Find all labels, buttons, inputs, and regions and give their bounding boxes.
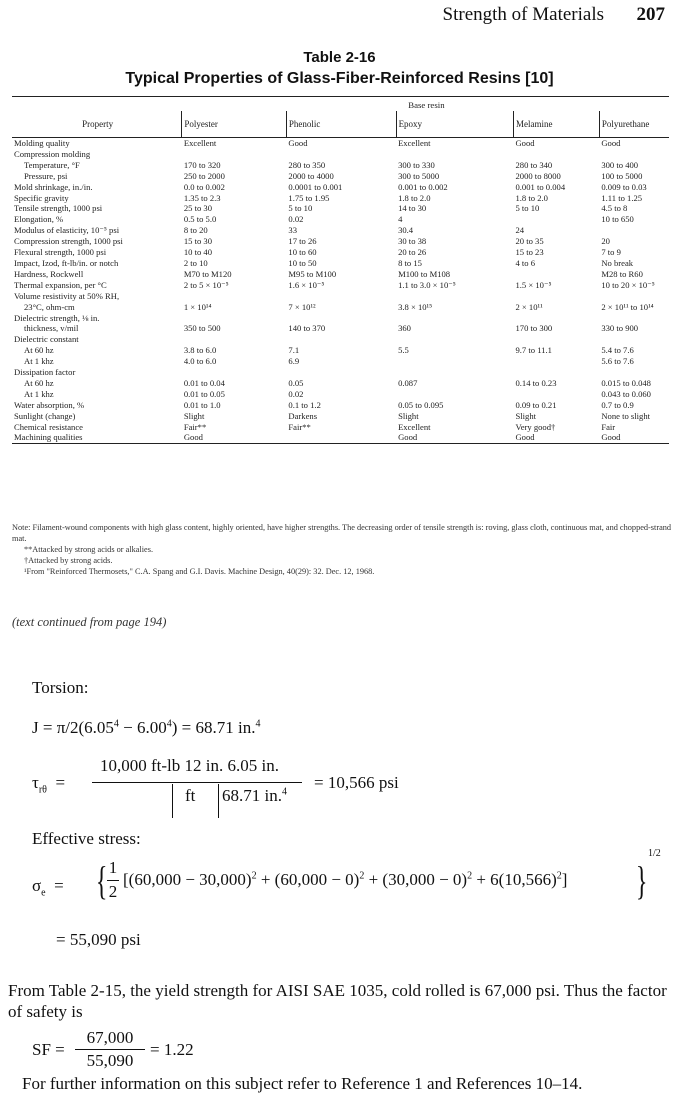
half-numerator: 1 bbox=[108, 858, 118, 877]
property-cell: At 1 khz bbox=[24, 388, 54, 399]
value-cell bbox=[286, 149, 396, 160]
value-cell bbox=[182, 291, 287, 302]
value-cell: 300 to 5000 bbox=[398, 170, 440, 181]
column-header: Epoxy bbox=[396, 111, 513, 138]
value-cell: 300 to 330 bbox=[398, 159, 435, 170]
column-header: Property bbox=[82, 118, 114, 129]
value-cell bbox=[182, 334, 287, 345]
value-cell bbox=[513, 313, 599, 324]
value-cell bbox=[513, 367, 599, 378]
value-cell: Good bbox=[396, 432, 513, 443]
value-cell: Very good† bbox=[515, 421, 556, 432]
sf-result: = 1.22 bbox=[150, 1040, 194, 1059]
fraction-bar bbox=[75, 1049, 145, 1050]
value-cell: Darkens bbox=[288, 410, 318, 421]
value-cell: 25 to 30 bbox=[183, 203, 212, 214]
value-cell: 1.5 × 10⁻⁵ bbox=[515, 279, 552, 290]
value-cell: 0.0001 to 0.001 bbox=[288, 181, 343, 192]
value-cell bbox=[599, 334, 669, 345]
value-cell: Slight bbox=[183, 410, 205, 421]
table-row bbox=[12, 280, 669, 291]
value-cell bbox=[599, 313, 669, 324]
power-half: 1/2 bbox=[648, 848, 661, 859]
value-cell: 280 to 340 bbox=[515, 159, 553, 170]
table-row bbox=[12, 334, 669, 345]
value-cell: 1 × 10¹⁴ bbox=[183, 301, 212, 312]
value-cell bbox=[513, 269, 599, 280]
value-cell bbox=[396, 313, 513, 324]
value-cell: M70 to M120 bbox=[183, 268, 232, 279]
property-cell: Machining qualities bbox=[12, 432, 182, 443]
value-cell: 2000 to 4000 bbox=[288, 170, 334, 181]
value-cell: 3.8 × 10¹⁵ bbox=[398, 301, 433, 312]
value-cell bbox=[599, 149, 669, 160]
half-denominator: 2 bbox=[108, 882, 118, 901]
value-cell bbox=[396, 356, 513, 367]
value-cell: 7 × 10¹² bbox=[288, 301, 316, 312]
value-cell: 0.14 to 0.23 bbox=[515, 377, 557, 388]
column-header-row bbox=[12, 111, 669, 138]
value-cell: 20 to 35 bbox=[515, 236, 544, 247]
property-cell: Hardness, Rockwell bbox=[14, 268, 84, 279]
value-cell: 1.6 × 10⁻⁵ bbox=[288, 279, 325, 290]
table-row bbox=[12, 432, 669, 443]
value-cell: 15 to 23 bbox=[515, 247, 544, 258]
right-brace: } bbox=[635, 858, 648, 903]
value-cell: 0.043 to 0.060 bbox=[601, 388, 651, 399]
value-cell: 30.4 bbox=[398, 225, 414, 236]
value-cell: 0.7 to 0.9 bbox=[601, 399, 634, 410]
value-cell: 5.5 bbox=[398, 345, 409, 356]
value-cell: M28 to R60 bbox=[601, 268, 643, 279]
value-cell bbox=[286, 432, 396, 443]
sf-numerator: 67,000 bbox=[86, 1028, 134, 1047]
value-cell: 4.5 to 8 bbox=[601, 203, 628, 214]
tau-denominator-value: 68.71 in.$^4$ bbox=[222, 786, 287, 805]
value-cell: 3.8 to 6.0 bbox=[183, 345, 217, 356]
value-cell bbox=[396, 334, 513, 345]
property-cell: Dielectric strength, ⅛ in. bbox=[14, 312, 100, 323]
continued-note: (text continued from page 194) bbox=[12, 615, 167, 629]
table-row bbox=[12, 356, 669, 367]
property-cell: Mold shrinkage, in./in. bbox=[14, 181, 93, 192]
table-number: Table 2-16 bbox=[303, 49, 376, 66]
property-cell: Chemical resistance bbox=[14, 421, 83, 432]
value-cell: Good bbox=[288, 138, 308, 148]
properties-table bbox=[12, 96, 669, 444]
value-cell bbox=[396, 149, 513, 160]
property-cell: Sunlight (change) bbox=[14, 410, 76, 421]
table-row bbox=[12, 203, 669, 214]
torsion-heading: Torsion: bbox=[32, 678, 89, 697]
value-cell: 0.1 to 1.2 bbox=[288, 399, 321, 410]
property-cell: Elongation, % bbox=[14, 214, 64, 225]
value-cell bbox=[286, 313, 396, 324]
left-brace: { bbox=[95, 858, 108, 903]
value-cell: M95 to M100 bbox=[288, 268, 337, 279]
value-cell: 0.009 to 0.03 bbox=[601, 181, 647, 192]
effective-stress-heading: Effective stress: bbox=[32, 829, 141, 848]
value-cell: 4.0 to 6.0 bbox=[183, 356, 217, 367]
value-cell: 5 to 10 bbox=[288, 203, 313, 214]
value-cell: 1.1 to 3.0 × 10⁻⁵ bbox=[398, 279, 456, 290]
value-cell bbox=[513, 356, 599, 367]
value-cell: 2000 to 8000 bbox=[515, 170, 561, 181]
value-cell: 280 to 350 bbox=[288, 159, 326, 170]
table-row bbox=[12, 323, 669, 334]
column-header: Phenolic bbox=[286, 111, 396, 138]
base-resin-header: Base resin bbox=[408, 100, 445, 111]
table-row bbox=[12, 367, 669, 378]
value-cell: Good bbox=[513, 432, 599, 443]
value-cell: Excellent bbox=[398, 421, 431, 432]
value-cell: 330 to 900 bbox=[601, 323, 639, 334]
value-cell: 360 bbox=[398, 323, 411, 334]
table-row bbox=[12, 302, 669, 313]
value-cell bbox=[513, 334, 599, 345]
value-cell: 1.8 to 2.0 bbox=[515, 192, 548, 203]
value-cell: 1.35 to 2.3 bbox=[183, 192, 221, 203]
value-cell bbox=[396, 367, 513, 378]
value-cell bbox=[513, 214, 599, 225]
value-cell: 2 to 10 bbox=[183, 257, 208, 268]
column-header: Melamine bbox=[513, 111, 599, 138]
value-cell bbox=[286, 367, 396, 378]
table-body bbox=[12, 138, 669, 444]
table-row bbox=[12, 258, 669, 269]
property-cell: Temperature, °F bbox=[24, 159, 80, 170]
table-title: Typical Properties of Glass-Fiber-Reinforced Resins [10] bbox=[125, 70, 554, 87]
fraction-bar bbox=[107, 880, 119, 881]
value-cell: 0.02 bbox=[288, 388, 304, 399]
unit-divider bbox=[218, 784, 219, 818]
page-number: 207 bbox=[636, 4, 665, 25]
table-row bbox=[12, 389, 669, 400]
effective-stress-result: = 55,090 psi bbox=[56, 930, 141, 949]
value-cell: 2 to 5 × 10⁻⁵ bbox=[183, 279, 229, 290]
property-cell: Specific gravity bbox=[14, 192, 69, 203]
property-cell: Molding quality bbox=[14, 138, 70, 148]
value-cell: 0.001 to 0.002 bbox=[398, 181, 448, 192]
value-cell: 10 to 50 bbox=[288, 257, 317, 268]
table-notes bbox=[12, 522, 672, 577]
footnote: ¹From "Reinforced Thermosets," C.A. Spang and G.I. Davis. Machine Design, 40(29): 32. Dec. 12, 1968. bbox=[24, 567, 375, 576]
value-cell: 1.8 to 2.0 bbox=[398, 192, 431, 203]
property-cell: Pressure, psi bbox=[24, 170, 68, 181]
value-cell: 140 to 370 bbox=[288, 323, 326, 334]
table-row bbox=[12, 160, 669, 171]
value-cell: 20 to 26 bbox=[398, 247, 427, 258]
value-cell: 4 bbox=[398, 214, 403, 225]
value-cell: 250 to 2000 bbox=[183, 170, 225, 181]
footnote: **Attacked by strong acids or alkalies. bbox=[24, 545, 154, 554]
value-cell: Slight bbox=[398, 410, 419, 421]
table-caption bbox=[0, 48, 679, 90]
value-cell: Fair** bbox=[183, 421, 207, 432]
value-cell: 350 to 500 bbox=[183, 323, 221, 334]
value-cell: 24 bbox=[515, 225, 525, 236]
value-cell: 17 to 26 bbox=[288, 236, 317, 247]
property-cell: Modulus of elasticity, 10⁻⁵ psi bbox=[14, 225, 120, 236]
table-row bbox=[12, 400, 669, 411]
value-cell: 8 to 20 bbox=[183, 225, 208, 236]
value-cell: Good bbox=[182, 432, 287, 443]
value-cell: None to slight bbox=[601, 410, 651, 421]
value-cell: 5.4 to 7.6 bbox=[601, 345, 634, 356]
property-cell: thickness, v/mil bbox=[24, 323, 79, 334]
table-note: Note: Filament-wound components with high glass content, highly oriented, have higher strengths. The decreasing order of tensile strength is: roving, glass cloth, continuous mat, and chopped-strand mat. bbox=[12, 523, 672, 543]
table-row bbox=[12, 291, 669, 302]
value-cell: 10 to 40 bbox=[183, 247, 212, 258]
sf-denominator: 55,090 bbox=[86, 1051, 134, 1070]
value-cell bbox=[286, 334, 396, 345]
value-cell: No break bbox=[601, 257, 634, 268]
property-cell: At 60 hz bbox=[24, 377, 54, 388]
property-cell: Impact, Izod, ft-lb/in. or notch bbox=[14, 257, 119, 268]
effective-stress-body: $[(60,000 - 30,000)^2 + (60,000 - 0)^2 + (30,000 - 0)^2 + 6(10,566)^2]$ bbox=[123, 870, 568, 889]
property-cell: Compression molding bbox=[14, 148, 91, 159]
running-head bbox=[0, 4, 679, 30]
value-cell: 0.0 to 0.002 bbox=[183, 181, 225, 192]
value-cell: 300 to 400 bbox=[601, 159, 639, 170]
value-cell: 8 to 15 bbox=[398, 257, 422, 268]
value-cell: 0.01 to 0.05 bbox=[183, 388, 225, 399]
property-cell: Dissipation factor bbox=[14, 367, 76, 378]
value-cell bbox=[396, 291, 513, 302]
value-cell: 0.09 to 0.21 bbox=[515, 399, 557, 410]
value-cell: 33 bbox=[288, 225, 297, 236]
value-cell: 9.7 to 11.1 bbox=[515, 345, 552, 356]
value-cell bbox=[513, 389, 599, 400]
value-cell bbox=[182, 149, 287, 160]
value-cell: 15 to 30 bbox=[183, 236, 212, 247]
value-cell: 0.01 to 0.04 bbox=[183, 377, 225, 388]
value-cell bbox=[182, 313, 287, 324]
unit-divider bbox=[172, 784, 173, 818]
running-title: Strength of Materials bbox=[442, 4, 604, 25]
value-cell: 7.1 bbox=[288, 345, 300, 356]
value-cell bbox=[599, 367, 669, 378]
column-header: Polyester bbox=[182, 111, 287, 138]
value-cell: 0.5 to 5.0 bbox=[183, 214, 217, 225]
value-cell: 10 to 650 bbox=[601, 214, 634, 225]
table-row bbox=[12, 149, 669, 160]
table-row bbox=[12, 138, 669, 149]
table-row bbox=[12, 269, 669, 280]
table-row bbox=[12, 422, 669, 433]
tau-numerator: 10,000 ft-lb 12 in. 6.05 in. bbox=[100, 756, 279, 775]
fraction-bar bbox=[92, 782, 302, 783]
value-cell bbox=[513, 291, 599, 302]
value-cell: Good bbox=[601, 138, 621, 148]
closing-paragraph: For further information on this subject refer to Reference 1 and References 10–14. bbox=[22, 1074, 583, 1093]
value-cell: 100 to 5000 bbox=[601, 170, 643, 181]
table-row bbox=[12, 193, 669, 204]
value-cell: 2 × 10¹¹ bbox=[515, 301, 543, 312]
table-row bbox=[12, 411, 669, 422]
property-cell: Dielectric constant bbox=[14, 334, 79, 345]
table-row bbox=[12, 313, 669, 324]
property-cell: Water absorption, % bbox=[14, 399, 85, 410]
value-cell: Good bbox=[599, 432, 669, 443]
value-cell bbox=[396, 389, 513, 400]
property-cell: Flexural strength, 1000 psi bbox=[14, 247, 107, 258]
value-cell: Fair bbox=[601, 421, 616, 432]
value-cell: M100 to M108 bbox=[398, 268, 451, 279]
value-cell: 0.01 to 1.0 bbox=[183, 399, 221, 410]
value-cell: 10 to 60 bbox=[288, 247, 317, 258]
value-cell: 170 to 320 bbox=[183, 159, 221, 170]
value-cell: 2 × 10¹¹ to 10¹⁴ bbox=[601, 301, 654, 312]
table-row bbox=[12, 378, 669, 389]
table-row bbox=[12, 236, 669, 247]
table-row bbox=[12, 225, 669, 236]
value-cell: Excellent bbox=[398, 138, 431, 148]
value-cell: 170 to 300 bbox=[515, 323, 553, 334]
value-cell: 7 to 9 bbox=[601, 247, 621, 258]
value-cell: Slight bbox=[515, 410, 537, 421]
value-cell: 5.6 to 7.6 bbox=[601, 356, 634, 367]
table-row bbox=[12, 345, 669, 356]
value-cell bbox=[286, 291, 396, 302]
safety-factor-paragraph: From Table 2-15, the yield strength for AISI SAE 1035, cold rolled is 67,000 psi. Thus the factor of safety is bbox=[8, 981, 667, 1021]
value-cell: 0.087 bbox=[398, 377, 418, 388]
table-row bbox=[12, 182, 669, 193]
property-cell: Volume resistivity at 50% RH, bbox=[14, 290, 120, 301]
property-cell: Tensile strength, 1000 psi bbox=[14, 203, 103, 214]
value-cell: 0.05 to 0.095 bbox=[398, 399, 444, 410]
value-cell: 20 bbox=[601, 236, 610, 247]
value-cell: 30 to 38 bbox=[398, 236, 427, 247]
table-corner bbox=[12, 97, 182, 112]
table-row bbox=[12, 214, 669, 225]
table-row bbox=[12, 171, 669, 182]
value-cell: 4 to 6 bbox=[515, 257, 536, 268]
value-cell bbox=[599, 291, 669, 302]
polar-moment-equation: $J = \pi/2(6.05^4 - 6.00^4) = 68.71$ in.$^4$ bbox=[32, 718, 261, 737]
tau-denominator-unit: ft bbox=[185, 786, 196, 805]
sf-label: SF = bbox=[32, 1040, 65, 1059]
value-cell: 14 to 30 bbox=[398, 203, 427, 214]
property-cell: At 1 khz bbox=[24, 356, 54, 367]
column-header: Polyurethane bbox=[599, 111, 669, 138]
value-cell: Good bbox=[515, 138, 535, 148]
tau-result: = 10,566 psi bbox=[314, 773, 399, 792]
value-cell: 6.9 bbox=[288, 356, 300, 367]
value-cell bbox=[182, 367, 287, 378]
value-cell: 10 to 20 × 10⁻⁵ bbox=[601, 279, 655, 290]
value-cell: 5 to 10 bbox=[515, 203, 540, 214]
value-cell: 1.75 to 1.95 bbox=[288, 192, 330, 203]
property-cell: At 60 hz bbox=[24, 345, 54, 356]
value-cell bbox=[513, 149, 599, 160]
value-cell: Excellent bbox=[183, 138, 217, 148]
property-cell: Compression strength, 1000 psi bbox=[14, 236, 123, 247]
value-cell: 1.11 to 1.25 bbox=[601, 192, 643, 203]
tau-symbol: $\tau_{r\theta}$ = bbox=[32, 773, 66, 796]
property-cell: 23°C, ohm-cm bbox=[24, 301, 75, 312]
value-cell: Fair** bbox=[288, 421, 311, 432]
footnote: †Attacked by strong acids. bbox=[24, 556, 113, 565]
value-cell bbox=[599, 225, 669, 236]
value-cell: 0.001 to 0.004 bbox=[515, 181, 566, 192]
value-cell: 0.05 bbox=[288, 377, 304, 388]
table-row bbox=[12, 247, 669, 258]
value-cell: 0.02 bbox=[288, 214, 304, 225]
value-cell: 0.015 to 0.048 bbox=[601, 377, 651, 388]
property-cell: Thermal expansion, per °C bbox=[14, 279, 107, 290]
sigma-symbol: $\sigma_e$ = bbox=[32, 876, 64, 899]
